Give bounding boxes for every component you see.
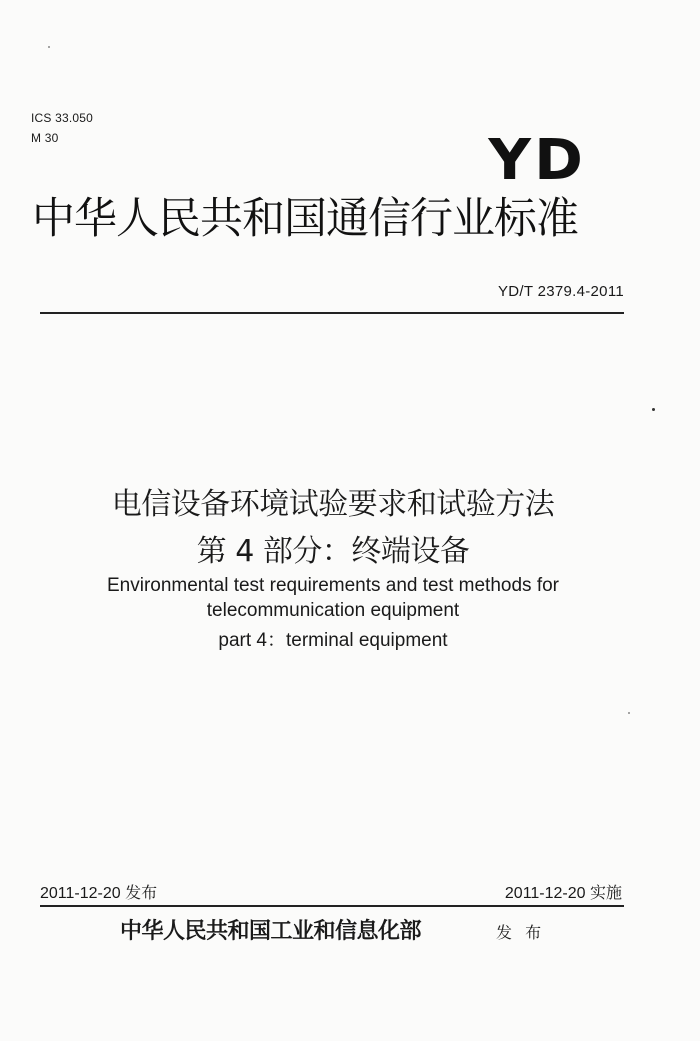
publisher-name: 中华人民共和国工业和信息化部 xyxy=(120,918,422,944)
header-divider xyxy=(40,312,624,314)
ics-code: ICS 33.050 xyxy=(31,111,94,125)
document-title-en-line3: part 4：terminal equipment xyxy=(218,630,448,651)
implementation-date: 2011-12-20 实施 xyxy=(504,885,622,902)
document-title-zh-line1: 电信设备环境试验要求和试验方法 xyxy=(111,487,555,522)
scan-speck xyxy=(48,46,50,48)
ccs-code: M 30 xyxy=(31,131,59,145)
document-title-en-line1: Environmental test requirements and test methods for xyxy=(106,575,559,596)
document-title-en-line2: telecommunication equipment xyxy=(206,600,460,621)
scan-speck xyxy=(652,408,655,411)
standard-title: 中华人民共和国通信行业标准 xyxy=(32,194,578,244)
standard-number: YD/T 2379.4-2011 xyxy=(498,283,624,300)
document-title-zh-line2: 第 4 部分：终端设备 xyxy=(196,534,470,569)
yd-logo: YD xyxy=(488,128,586,193)
scan-speck xyxy=(628,712,630,714)
issue-date: 2011-12-20 发布 xyxy=(40,885,158,902)
footer-divider xyxy=(40,905,624,907)
publish-label: 发 布 xyxy=(496,923,546,942)
